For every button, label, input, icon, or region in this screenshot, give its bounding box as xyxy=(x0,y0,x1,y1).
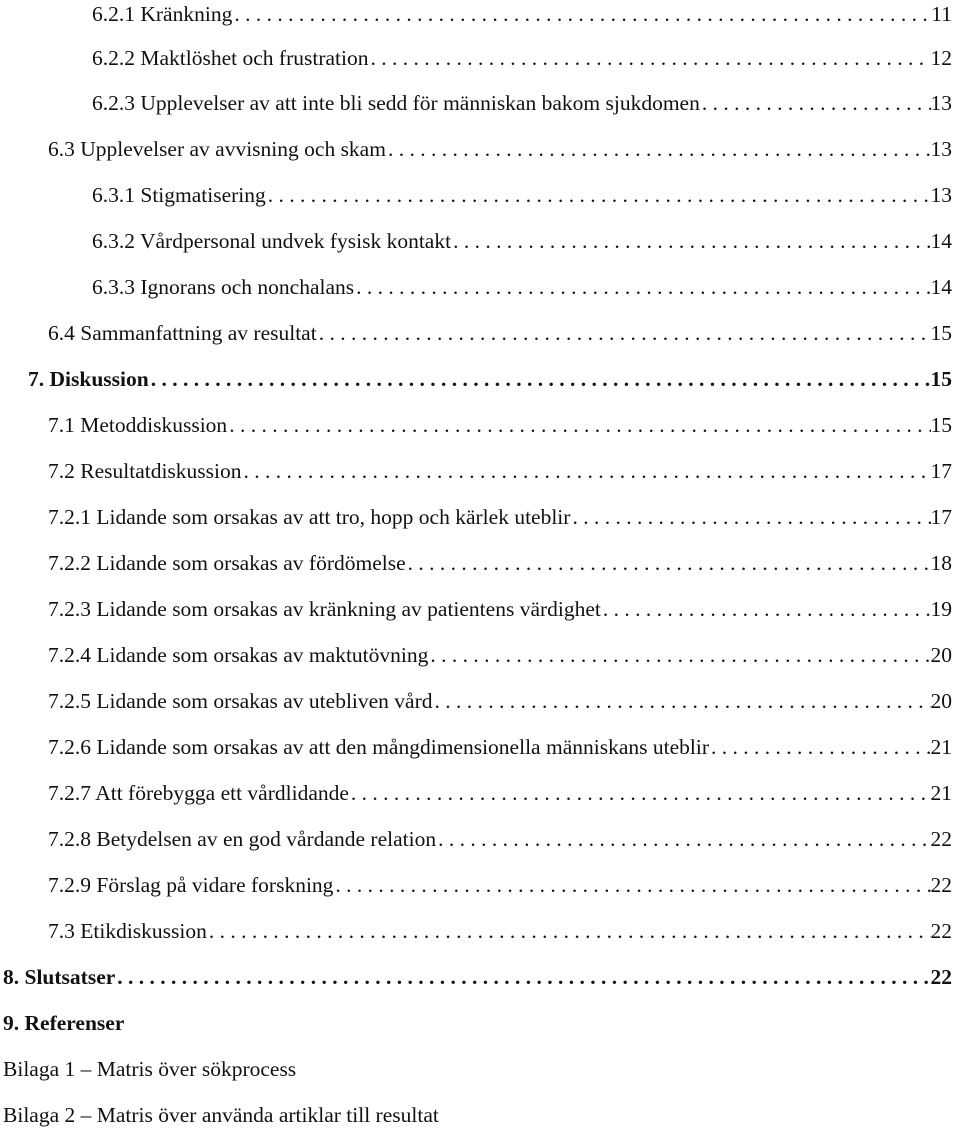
toc-entry-title: 6.2.3 Upplevelser av att inte bli sedd för människan bakom sjukdomen xyxy=(92,91,700,115)
toc-entry-page: 21 xyxy=(930,735,952,759)
toc-entry-title: 6.2.2 Maktlöshet och frustration xyxy=(92,46,369,70)
toc-leader xyxy=(406,546,931,580)
toc-entry xyxy=(3,1052,296,1086)
toc-entry xyxy=(48,730,952,764)
toc-entry xyxy=(3,1098,439,1132)
toc-entry xyxy=(48,776,952,810)
toc-entry-page: 15 xyxy=(930,321,952,345)
toc-leader xyxy=(333,868,930,902)
toc-leader xyxy=(433,684,931,718)
toc-entry-title: 6.3 Upplevelser av avvisning och skam xyxy=(48,137,386,161)
toc-entry-page: 13 xyxy=(930,137,952,161)
toc-leader xyxy=(601,592,931,626)
toc-entry-title: 7.2.9 Förslag på vidare forskning xyxy=(48,873,334,897)
toc-entry-title: 7.2.3 Lidande som orsakas av kränkning av patientens värdighet xyxy=(48,597,601,621)
toc-entry-title: 9. Referenser xyxy=(3,1011,125,1035)
toc-entry-title: Bilaga 2 – Matris över använda artiklar till resultat xyxy=(3,1103,439,1127)
toc-entry-title: 7.2.2 Lidande som orsakas av fördömelse xyxy=(48,551,406,575)
toc-entry-page: 18 xyxy=(930,551,952,575)
toc-entry-title: 7.2.6 Lidande som orsakas av att den mångdimensionella människans uteblir xyxy=(48,735,709,759)
toc-entry-page: 22 xyxy=(930,965,952,989)
toc-entry-title: 7.1 Metoddiskussion xyxy=(48,413,228,437)
toc-entry xyxy=(48,500,952,534)
toc-entry-page: 22 xyxy=(930,919,952,943)
toc-entry xyxy=(48,822,952,856)
toc-entry-title: 7.2.5 Lidande som orsakas av utebliven vård xyxy=(48,689,433,713)
toc-entry-title: Bilaga 1 – Matris över sökprocess xyxy=(3,1057,297,1081)
toc-entry xyxy=(48,684,952,718)
toc-entry-title: 7.2.8 Betydelsen av en god vårdande relation xyxy=(48,827,437,851)
toc-entry-title: 6.3.1 Stigmatisering xyxy=(92,183,266,207)
toc-leader xyxy=(570,500,930,534)
toc-leader xyxy=(266,178,931,212)
toc-leader xyxy=(428,638,930,672)
toc-entry-page: 17 xyxy=(930,459,952,483)
toc-entry xyxy=(48,914,952,948)
toc-entry xyxy=(92,224,952,258)
toc-entry-title: 7.3 Etikdiskussion xyxy=(48,919,207,943)
toc-entry xyxy=(48,454,952,488)
toc-entry xyxy=(92,41,952,75)
toc-entry-title: 6.3.3 Ignorans och nonchalans xyxy=(92,275,355,299)
toc-entry xyxy=(48,868,952,902)
toc-entry-title: 7.2 Resultatdiskussion xyxy=(48,459,242,483)
toc-entry xyxy=(48,132,952,166)
toc-leader xyxy=(709,730,931,764)
toc-leader xyxy=(386,132,931,166)
toc-entry-page: 19 xyxy=(930,597,952,621)
toc-leader xyxy=(436,822,930,856)
toc-leader xyxy=(115,960,930,994)
toc-entry-page: 11 xyxy=(931,2,952,26)
toc-entry-title: 7. Diskussion xyxy=(28,367,149,391)
toc-leader xyxy=(451,224,930,258)
toc-entry-page: 15 xyxy=(930,367,952,391)
toc-entry-page: 14 xyxy=(930,275,952,299)
toc-entry-page: 22 xyxy=(930,873,952,897)
toc-leader xyxy=(349,776,931,810)
toc-entry-title: 6.4 Sammanfattning av resultat xyxy=(48,321,317,345)
toc-entry-page: 20 xyxy=(930,689,952,713)
toc-leader xyxy=(207,914,931,948)
toc-entry xyxy=(92,86,952,120)
toc-entry-page: 15 xyxy=(930,413,952,437)
toc-leader xyxy=(368,41,930,75)
toc-entry-page: 13 xyxy=(930,183,952,207)
toc-entry xyxy=(28,362,952,396)
toc-entry-page: 22 xyxy=(930,827,952,851)
toc-entry-title: 7.2.1 Lidande som orsakas av att tro, hopp och kärlek uteblir xyxy=(48,505,571,529)
toc-entry xyxy=(92,178,952,212)
toc-leader xyxy=(700,86,931,120)
toc-entry xyxy=(3,1006,124,1040)
toc-entry-title: 6.3.2 Vårdpersonal undvek fysisk kontakt xyxy=(92,229,452,253)
toc-entry-page: 13 xyxy=(930,91,952,115)
toc-leader xyxy=(149,362,931,396)
toc-entry xyxy=(48,638,952,672)
toc-entry xyxy=(3,960,952,994)
toc-entry xyxy=(92,270,952,304)
toc-leader xyxy=(242,454,931,488)
toc-entry xyxy=(48,316,952,350)
toc-entry-title: 7.2.7 Att förebygga ett vårdlidande xyxy=(48,781,349,805)
toc-entry-title: 7.2.4 Lidande som orsakas av maktutövning xyxy=(48,643,429,667)
toc-entry-title: 6.2.1 Kränkning xyxy=(92,2,233,26)
toc-leader xyxy=(227,408,930,442)
toc-entry-page: 17 xyxy=(930,505,952,529)
toc-entry xyxy=(48,546,952,580)
toc-entry-title: 8. Slutsatser xyxy=(3,965,116,989)
toc-leader xyxy=(354,270,930,304)
toc-entry-page: 12 xyxy=(930,46,952,70)
toc-entry xyxy=(48,408,952,442)
toc-entry xyxy=(48,592,952,626)
toc-entry-page: 14 xyxy=(930,229,952,253)
toc-entry xyxy=(92,0,952,31)
toc-entry-page: 20 xyxy=(930,643,952,667)
toc-leader xyxy=(317,316,931,350)
toc-leader xyxy=(232,0,931,31)
toc-entry-page: 21 xyxy=(930,781,952,805)
